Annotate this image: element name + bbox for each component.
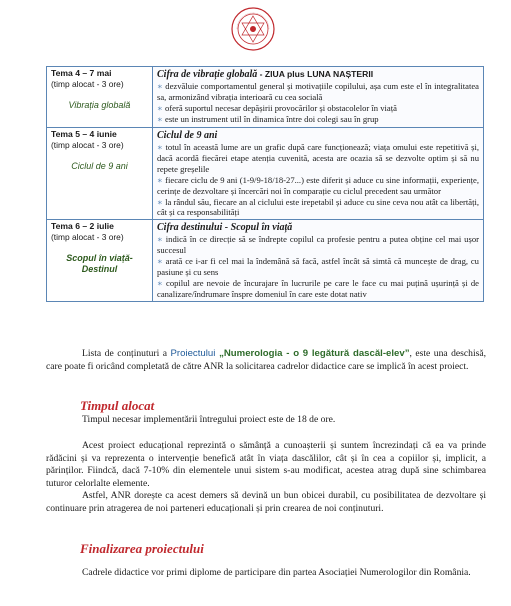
table-row: [47, 67, 484, 128]
topic-title: Ciclul de 9 ani: [157, 130, 218, 141]
topic-date-cell: [47, 220, 153, 301]
list-item: ∗ este un instrument util în dinamica între doi colegi sau în grup: [157, 113, 379, 124]
list-item: ∗ la rândul său, fiecare an al ciclului este irepetabil și aduce cu sine ceva nou atât ca libertăți, cât și ca responsabilități: [157, 196, 479, 218]
topics-table: [46, 66, 484, 302]
diplomas-paragraph: Cadrele didactice vor primi diplome de participare din partea Asociației Numerologilor din România.: [82, 567, 471, 578]
list-item: ∗ copilul are nevoie de încurajare în lucrurile pe care le face cu mai puțină ușurință și de canalizare/îndrumare înspre domeniul în care este dotat nativ: [157, 277, 479, 299]
list-item: ∗ oferă suportul necesar depășirii provocărilor și obstacolelor în viață: [157, 102, 397, 113]
bullet-star-icon: ∗: [157, 113, 165, 124]
project-paragraph: Acest proiect educațional reprezintă o sămânță a cunoașterii și suntem încrezindați că ea va prinde rădăcini și va reprezenta o intervenție benefică atât în viața dascălilor, cât și în cea a copiilor și, implicit, a părinților. Fiindcă, dacă 7-10% din elementele unui sistem s-au modificat, acestea atrag după sine schimbarea tuturor celorlalte elemente.: [46, 440, 486, 489]
topic-theme: Vibrația globală: [68, 99, 131, 110]
bullet-star-icon: ∗: [157, 174, 166, 185]
topic-date: Tema 6 – 2 iulie: [51, 221, 114, 232]
topic-date-cell: [47, 67, 153, 128]
bullet-star-icon: ∗: [157, 196, 166, 207]
bullet-star-icon: ∗: [157, 256, 166, 267]
bullet-star-icon: ∗: [157, 277, 166, 288]
topic-time: (timp alocat - 3 ore): [51, 78, 124, 89]
table-row: [47, 220, 484, 301]
topic-theme: Ciclul de 9 ani: [71, 160, 128, 171]
topic-content-cell: [153, 67, 484, 128]
topic-time: (timp alocat - 3 ore): [51, 232, 124, 243]
topic-content-cell: [153, 220, 484, 301]
topic-content-cell: [153, 128, 484, 220]
future-paragraph: Astfel, ANR dorește ca acest demers să devină un bun obicei durabil, cu posibilitatea de dezvoltare și continuare prin atragerea de noi parteneri educaționali și prin crearea de noi conținuturi.: [46, 490, 486, 514]
section-heading-finalization: Finalizarea proiectului: [80, 541, 204, 556]
bullet-star-icon: ∗: [157, 102, 165, 113]
topic-theme: Scopul în viață-Destinul: [66, 253, 133, 275]
bullet-star-icon: ∗: [157, 81, 166, 91]
topic-title: Cifra de vibrație globală - ZIUA plus LUNA NAȘTERII: [157, 69, 374, 80]
topic-date: Tema 4 – 7 mai: [51, 68, 112, 78]
topic-time: (timp alocat - 3 ore): [51, 139, 124, 150]
topic-title: Cifra destinului - Scopul în viață: [157, 222, 293, 234]
table-row: [47, 128, 484, 220]
intro-paragraph: Lista de conținuturi a Proiectului „Numerologia - o 9 legătură dascăl-elev”, este una deschisă, care poate fi oricând completată de către ANR la solicitarea cadrelor didactice care se implică în acest proiect.: [46, 348, 487, 372]
list-item: ∗ arată ce i-ar fi cel mai la îndemână să facă, astfel încât să simtă că muncește de drag, cu pasiune și cu sens: [157, 256, 479, 278]
list-item: ∗ indică în ce direcție să se îndrepte copilul ca profesie pentru a putea obține cel mai ușor succesul: [157, 234, 479, 256]
list-item: ∗ dezvăluie comportamentul general și motivațiile copilului, așa cum este el în integralitatea sa, armonizând vibrația interioară cu cea socială: [157, 81, 479, 102]
list-item: ∗ totul în această lume are un grafic după care funcționează; viața omului este repetitivă și, dacă acordă fiecărei etape atenția cuvenită, acesta are ocazia să se dezvolte optim și să nu repete greșelile: [157, 142, 479, 174]
bullet-star-icon: ∗: [157, 234, 166, 245]
time-paragraph: Timpul necesar implementării întregului proiect este de 18 de ore.: [82, 414, 336, 425]
section-heading-time: Timpul alocat: [80, 398, 155, 413]
association-logo-icon: [229, 5, 277, 53]
topic-date: Tema 5 – 4 iunie: [51, 129, 117, 139]
bullet-star-icon: ∗: [157, 142, 166, 152]
list-item: ∗ fiecare ciclu de 9 ani (1-9/9-18/18-27...) este diferit și aduce cu sine informații, experiențe, cerințe de dezvoltare și încercări noi în comparație cu ciclul precedent sau următor: [157, 174, 479, 196]
topic-date-cell: [47, 128, 153, 220]
